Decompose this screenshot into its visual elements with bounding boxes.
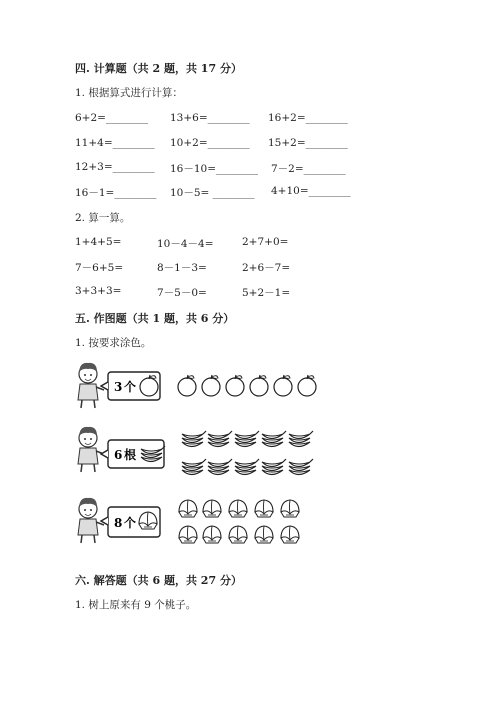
- banana-icon: [182, 431, 206, 447]
- section6-q1-prompt: 1. 树上原来有 9 个桃子。: [75, 599, 197, 611]
- calc-item: 1+4+5=: [75, 236, 122, 248]
- peach-icon: [255, 500, 273, 517]
- kid-illustration: [78, 498, 104, 543]
- bubble-label: 个: [124, 380, 137, 394]
- calc-item: 2+7+0=: [242, 236, 289, 248]
- banana-icon: [262, 431, 286, 447]
- apple-icon: [226, 375, 244, 396]
- calc-item: 15+2=________: [268, 137, 348, 149]
- calc-item: 5+2－1=: [242, 287, 291, 299]
- section4-q2-prompt: 2. 算一算。: [75, 212, 131, 224]
- peach-icon: [229, 500, 247, 517]
- calc-item: 10－5= ________: [170, 187, 255, 199]
- banana-icon: [182, 459, 206, 475]
- banana-icon: [289, 459, 313, 475]
- apple-icon: [202, 375, 220, 396]
- banana-icon: [208, 459, 232, 475]
- calc-item: 12+3=________: [75, 161, 155, 173]
- calc-item: 6+2=________: [75, 112, 148, 124]
- calc-item: 16+2=________: [268, 112, 348, 124]
- peach-icon: [179, 500, 197, 517]
- section4-q1-prompt: 1. 根据算式进行计算：: [75, 87, 183, 99]
- kid-illustration: [78, 427, 104, 472]
- banana-icon: [235, 431, 259, 447]
- section4-title: 四. 计算题（共 2 题，共 17 分）: [75, 62, 242, 75]
- peach-icon: [203, 526, 221, 543]
- calc-item: 11+4=________: [75, 137, 155, 149]
- bubble-label: 个: [124, 516, 137, 530]
- calc-item: 7－5－0=: [157, 287, 207, 299]
- calc-item: 7－2=________: [271, 163, 346, 175]
- peach-icon: [255, 526, 273, 543]
- peach-icon: [229, 526, 247, 543]
- peach-icon: [179, 526, 197, 543]
- bubble-label: 3: [114, 380, 123, 394]
- calc-item: 2+6－7=: [242, 262, 291, 274]
- banana-icon: [289, 431, 313, 447]
- bubble-label: 6: [114, 448, 123, 462]
- calc-item: 3+3+3=: [75, 285, 122, 297]
- peach-icon: [281, 500, 299, 517]
- calc-item: 16－10=________: [170, 163, 259, 175]
- apple-icon: [178, 375, 196, 396]
- apple-icon: [298, 375, 316, 396]
- apple-icon: [250, 375, 268, 396]
- bubble-label: 8: [114, 516, 123, 530]
- peach-icon: [281, 526, 299, 543]
- calc-item: 10+2=________: [170, 137, 250, 149]
- calc-item: 8－1－3=: [157, 262, 207, 274]
- calc-item: 16－1=________: [75, 187, 157, 199]
- section6-title: 六. 解答题（共 6 题，共 27 分）: [75, 574, 242, 587]
- kid-illustration: [78, 363, 104, 408]
- apple-icon: [274, 375, 292, 396]
- bubble-label: 根: [124, 448, 137, 462]
- peach-icon: [203, 500, 221, 517]
- section5-title: 五. 作图题（共 1 题，共 6 分）: [75, 312, 235, 325]
- section5-q1-prompt: 1. 按要求涂色。: [75, 337, 152, 349]
- calc-item: 4+10=________: [271, 185, 351, 197]
- banana-icon: [235, 459, 259, 475]
- banana-icon: [262, 459, 286, 475]
- calc-item: 13+6=________: [170, 112, 250, 124]
- banana-icon: [208, 431, 232, 447]
- calc-item: 7－6+5=: [75, 262, 124, 274]
- calc-item: 10－4－4=: [157, 238, 214, 250]
